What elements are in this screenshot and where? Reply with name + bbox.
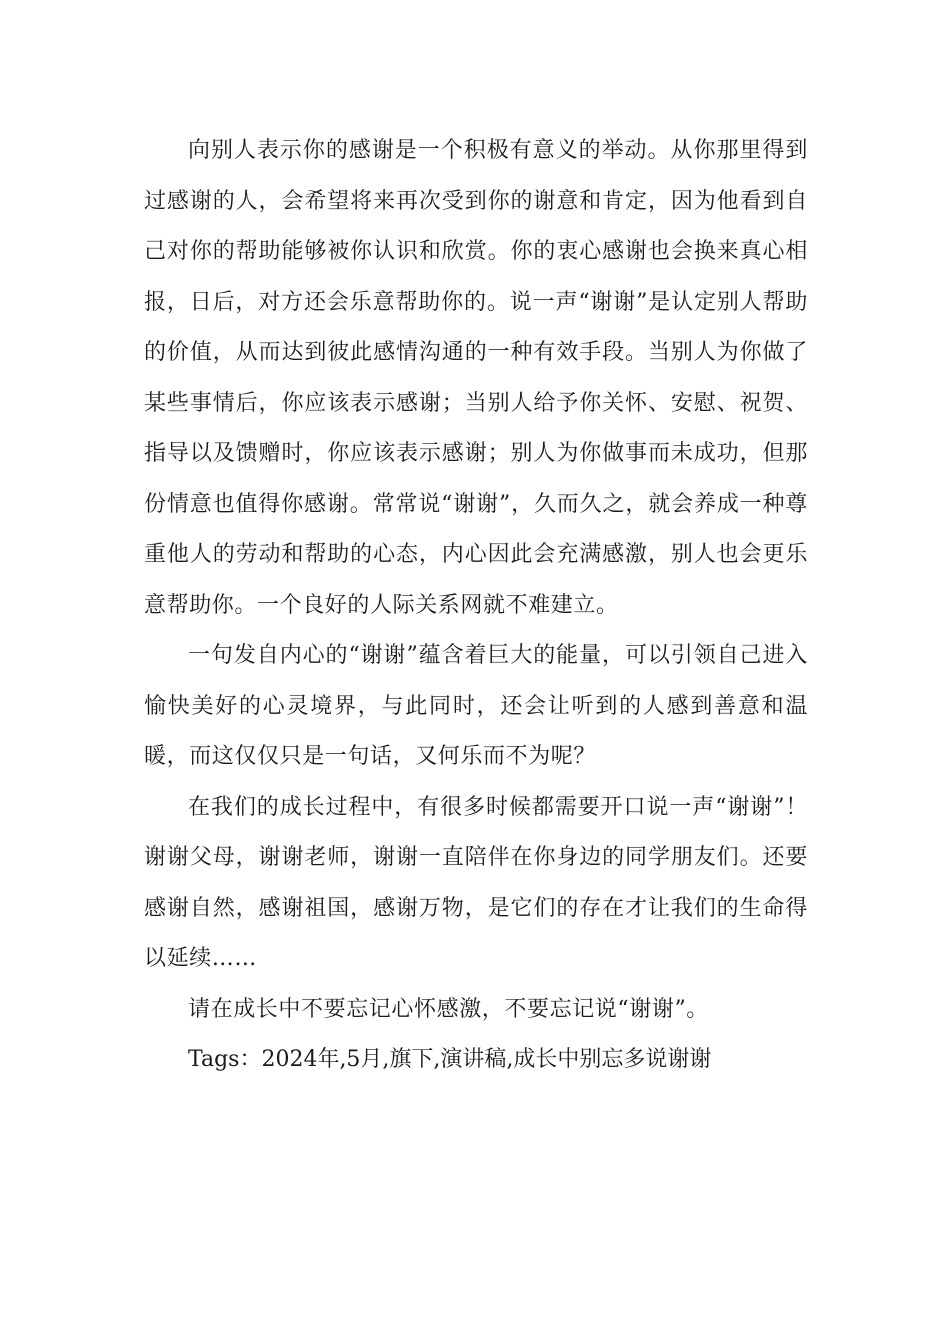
paragraph-closing: 请在成长中不要忘记心怀感激，不要忘记说“谢谢”。 — [188, 996, 709, 1022]
paragraph-thanks-growth: 在我们的成长过程中，有很多时候都需要开口说一声“谢谢”！谢谢父母，谢谢老师，谢谢一直陪伴在你身边的同学朋友们。还要感谢自然，感谢祖国，感谢万物，是它们的存在才让我们的生命得以延续…… — [144, 794, 808, 971]
paragraph-thanks-energy: 一句发自内心的“谢谢”蕴含着巨大的能量，可以引领自己进入愉快美好的心灵境界，与此同时，还会让听到的人感到善意和温暖，而这仅仅只是一句话，又何乐而不为呢？ — [144, 643, 808, 769]
document-body — [144, 126, 808, 1086]
tags-line: Tags：2024年,5月,旗下,演讲稿,成长中别忘多说谢谢 — [188, 1047, 712, 1072]
paragraph-gratitude-meaning: 向别人表示你的感谢是一个积极有意义的举动。从你那里得到过感谢的人，会希望将来再次受到你的谢意和肯定，因为他看到自己对你的帮助能够被你认识和欣赏。你的衷心感谢也会换来真心相报，日后，对方还会乐意帮助你的。说一声“谢谢”是认定别人帮助的价值，从而达到彼此感情沟通的一种有效手段。当别人为你做了某些事情后，你应该表示感谢；当别人给予你关怀、安慰、祝贺、指导以及馈赠时，你应该表示感谢；别人为你做事而未成功，但那份情意也值得你感谢。常常说“谢谢”，久而久之，就会养成一种尊重他人的劳动和帮助的心态，内心因此会充满感激，别人也会更乐意帮助你。一个良好的人际关系网就不难建立。 — [144, 138, 808, 618]
